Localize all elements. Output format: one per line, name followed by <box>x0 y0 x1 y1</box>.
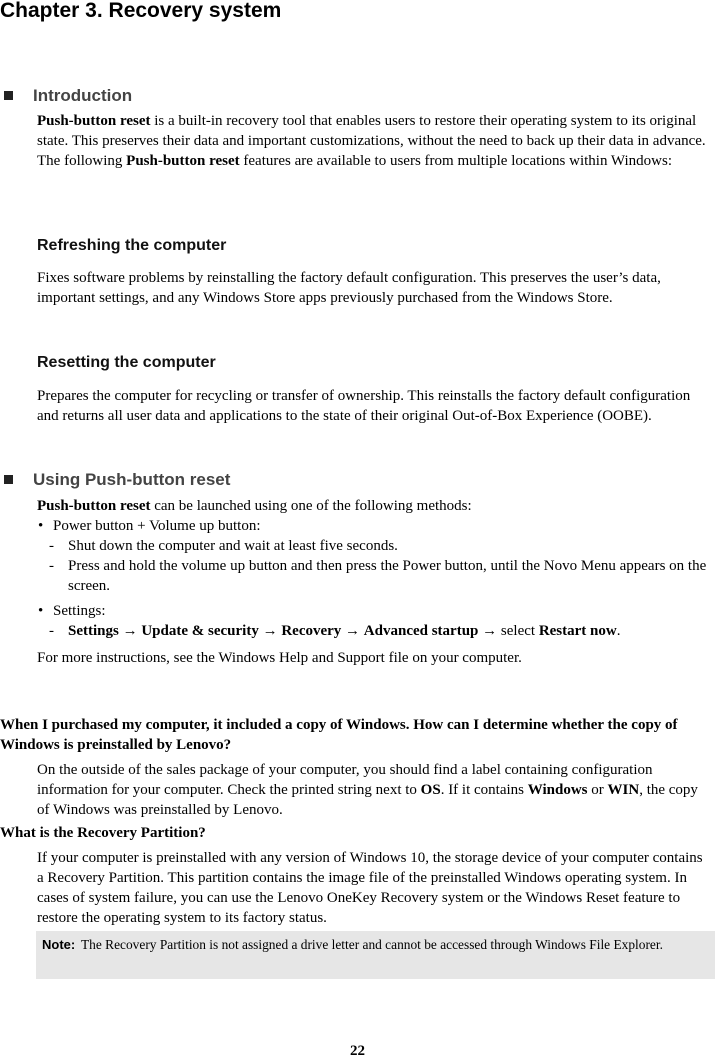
arrow-icon: → <box>345 623 361 639</box>
bullet-marker: • <box>38 518 44 534</box>
section-heading-introduction: Introduction <box>4 86 132 106</box>
restart-now: Restart now <box>538 623 617 639</box>
arrow-icon: → <box>262 623 278 639</box>
reset-text: Prepares the computer for recycling or transfer of ownership. This reinstalls the factory default configuration and returns all user data and applications to the state of their original Out-of-Box Experience (OOBE). <box>37 388 691 424</box>
faq-question-windows-copy: When I purchased my computer, it included a copy of Windows. How can I determine whether the copy of Windows is preinstalled by Lenovo? <box>0 717 678 753</box>
arrow-icon: → <box>482 623 498 639</box>
intro-paragraph-2: The following Push-button reset features are available to users from multiple locations within Windows: <box>37 153 672 169</box>
path-settings: Settings <box>68 623 119 639</box>
arrow-icon: → <box>122 623 138 639</box>
faq-question-recovery-partition: What is the Recovery Partition? <box>0 825 206 841</box>
sub-item-shutdown: - Shut down the computer and wait at least five seconds. <box>49 538 398 554</box>
using-lead: Push-button reset can be launched using one of the following methods: <box>37 498 472 514</box>
path-recovery: Recovery <box>281 623 342 639</box>
faq-answer-windows-copy: On the outside of the sales package of your computer, you should find a label containing configuration information for your computer. Check the printed string next to OS. If it contains Windows or WIN, the copy of Windows was preinstalled by Lenovo. <box>37 762 698 818</box>
using-body <box>37 496 713 668</box>
dash-marker: - <box>49 538 54 554</box>
page-number: 22 <box>350 1043 365 1059</box>
dash-marker: - <box>49 623 54 639</box>
more-instructions: For more instructions, see the Windows Help and Support file on your computer. <box>37 650 522 666</box>
note-box <box>36 931 715 979</box>
faq-answer-recovery-partition: If your computer is preinstalled with any version of Windows 10, the storage device of your computer contains a Recovery Partition. This partition contains the image file of the preinstalled Windows operating system. In cases of system failure, you can use the Lenovo OneKey Recovery system or the Windows Reset feature to restore the operating system to its factory status. <box>37 850 703 926</box>
list-item-power-button: • Power button + Volume up button: <box>38 518 261 534</box>
refresh-text: Fixes software problems by reinstalling the factory default configuration. This preserves the user’s data, important settings, and any Windows Store apps previously purchased from the Windows Store. <box>37 270 661 306</box>
subheading-resetting: Resetting the computer <box>37 354 216 371</box>
intro-body <box>37 111 713 171</box>
bullet-marker: • <box>38 603 44 619</box>
dash-marker: - <box>49 558 54 574</box>
section-heading-using: Using Push-button reset <box>4 470 230 490</box>
path-update-security: Update & security <box>141 623 259 639</box>
square-bullet-icon <box>4 91 13 100</box>
path-advanced-startup: Advanced startup <box>363 623 479 639</box>
note-label: Note: <box>42 937 76 952</box>
sub-item-press-hold: - Press and hold the volume up button and then press the Power button, until the Novo Menu appears on the screen. <box>49 558 707 594</box>
note-text: The Recovery Partition is not assigned a drive letter and cannot be accessed through Windows File Explorer. <box>81 937 663 952</box>
subheading-refreshing: Refreshing the computer <box>37 237 227 254</box>
list-item-settings: • Settings: <box>38 603 106 619</box>
square-bullet-icon <box>4 475 13 484</box>
intro-paragraph-1: Push-button reset is a built-in recovery tool that enables users to restore their operating system to its original state. This preserves their data and important customizations, without the need to back up their data in advance. <box>37 113 706 149</box>
chapter-title: Chapter 3. Recovery system <box>0 0 282 22</box>
sub-item-settings-path: - Settings → Update & security → Recovery → Advanced startup → select Restart now. <box>49 623 621 639</box>
